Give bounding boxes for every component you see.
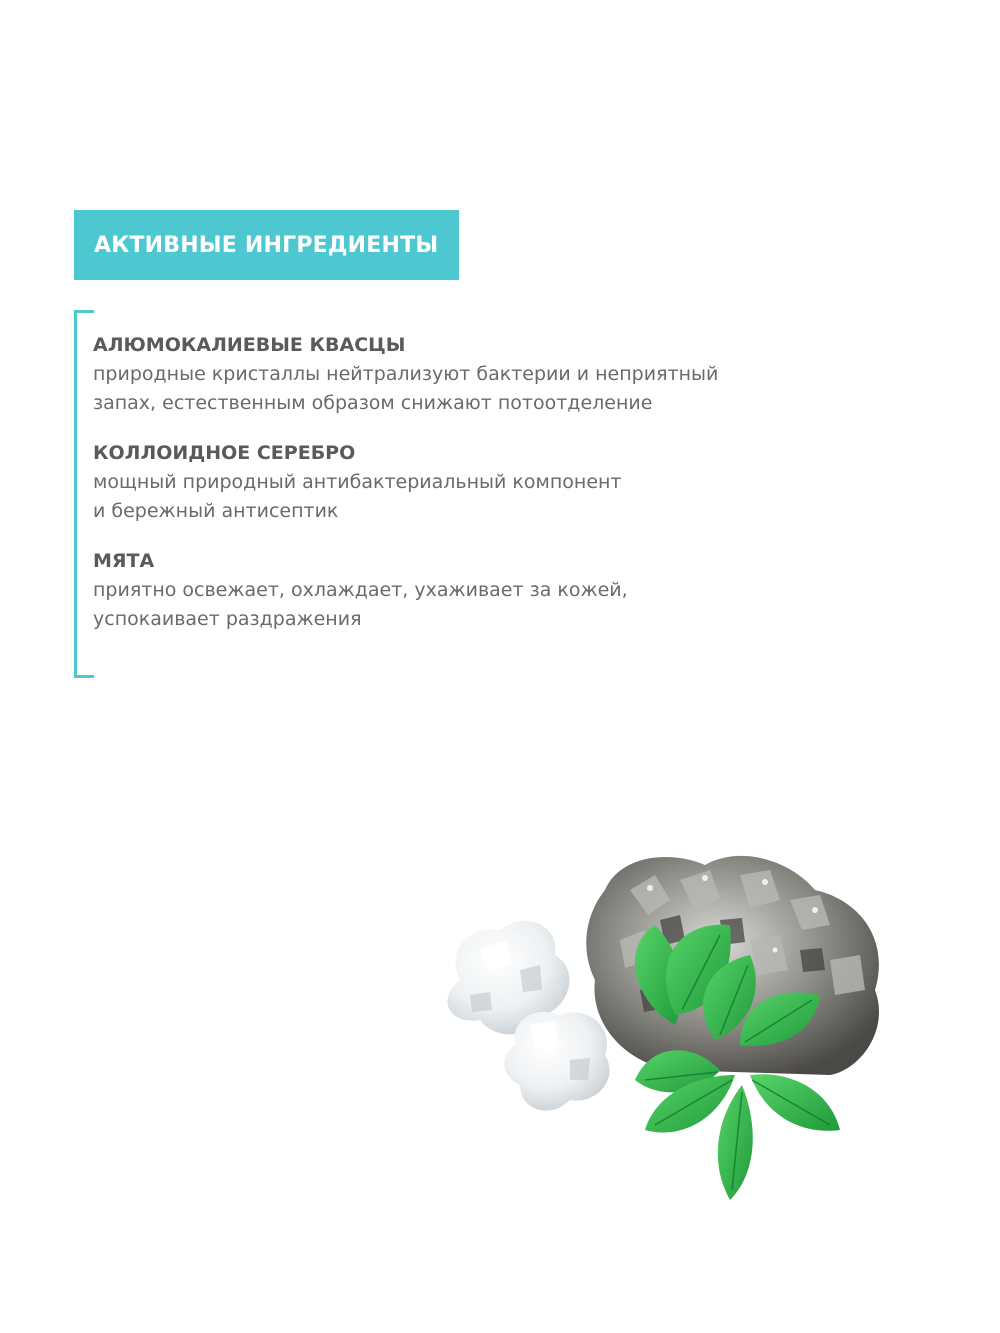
ingredients-bracket: [74, 310, 94, 678]
ingredient-silver: [93, 438, 813, 526]
ingredient-name: КОЛЛОИДНОЕ СЕРЕБРО: [93, 442, 356, 464]
ingredient-name: МЯТА: [93, 550, 155, 572]
ingredient-name: АЛЮМОКАЛИЕВЫЕ КВАСЦЫ: [93, 334, 406, 356]
ingredient-description: природные кристаллы нейтрализуют бактерии и неприятный запах, естественным образом снижают потоотделение: [93, 363, 719, 414]
alum-crystal-icon: [447, 921, 609, 1111]
ingredient-description: мощный природный антибактериальный компонент и бережный антисептик: [93, 471, 622, 522]
ingredient-description: приятно освежает, охлаждает, ухаживает за кожей, успокаивает раздражения: [93, 579, 628, 630]
ingredient-alum: [93, 330, 813, 418]
ingredient-mint: [93, 546, 813, 634]
ingredients-list: [93, 330, 813, 654]
header-banner: [74, 210, 459, 280]
ingredients-illustration: [420, 830, 900, 1220]
page-title: АКТИВНЫЕ ИНГРЕДИЕНТЫ: [94, 232, 439, 258]
